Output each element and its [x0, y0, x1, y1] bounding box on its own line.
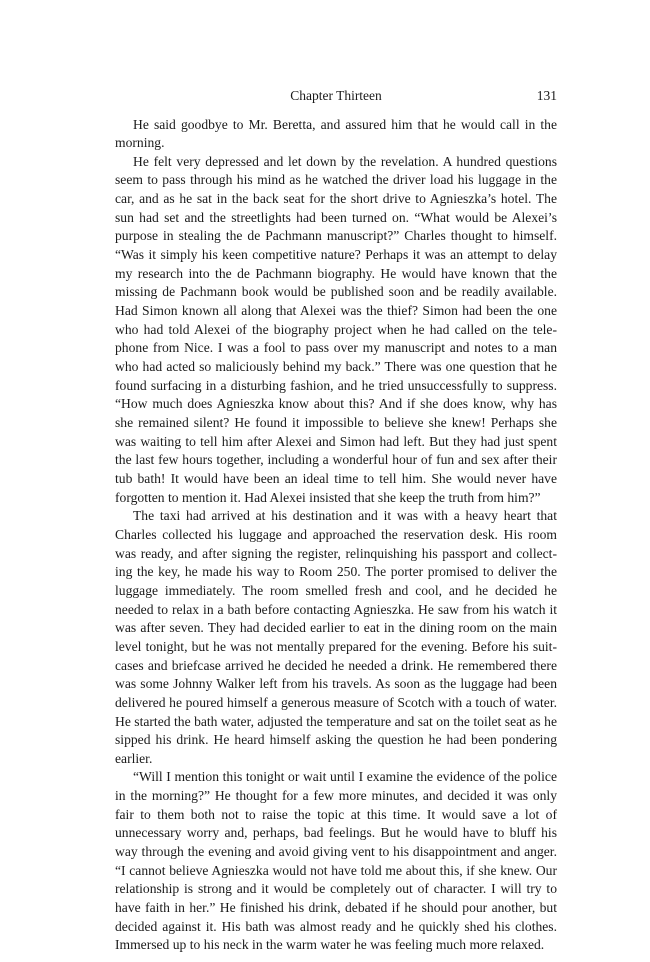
paragraph-3: The taxi had arrived at his destination and it was with a heavy heart that Charles collected his luggage and approached the reservation desk. His room was ready, and after signing the register, relinquishing his passport and collecting the key, he made his way to Room 250. The porter promised to deliver the luggage immediately. The room smelled fresh and cool, and he decided he needed to relax in a bath before contacting Agnieszka. He saw from his watch it was after seven. They had decided earlier to eat in the dining room on the main level tonight, but he was not mentally prepared for the evening. Before his suitcases and briefcase arrived he decided he needed a drink. He remembered there was some Johnny Walker left from his travels. As soon as the luggage had been delivered he poured himself a generous measure of Scotch with a touch of water. He started the bath water, adjusted the temperature and sat on the toilet seat as he sipped his drink. He heard himself asking the question he had been pondering earlier.: [115, 508, 557, 766]
body-text: [115, 116, 557, 956]
paragraph-4: “Will I mention this tonight or wait until I examine the evidence of the police in the morning?” He thought for a few more minutes, and decided it was only fair to them both not to raise the topic at this time. It would save a lot of unnecessary worry and, perhaps, bad feelings. But he would have to bluff his way through the evening and avoid giving vent to his disappointment and anger. “I cannot believe Agnieszka would not have told me about this, if she knew. Our relationship is strong and it would be completely out of character. I will try to have faith in her.” He finished his drink, debated if he should pour another, but decided against it. His bath was almost ready and he quickly shed his clothes. Immersed up to his neck in the warm water he was feeling much more relaxed.: [115, 769, 557, 953]
running-head: [115, 88, 557, 108]
paragraph-2: He felt very depressed and let down by the revelation. A hundred questions seem to pass through his mind as he watched the driver load his luggage in the car, and as he sat in the back seat for the short drive to Agnieszka’s hotel. The sun had set and the streetlights had been turned on. “What would be Alexei’s purpose in stealing the de Pachmann manuscript?” Charles thought to himself. “Was it simply his keen competitive nature? Perhaps it was an attempt to delay my research into the de Pachmann biography. He would have known that the missing de Pachmann book would be published soon and be readily available. Had Simon known all along that Alexei was the thief? Simon had been the one who had told Alexei of the biography project when he had called on the telephone from Nice. I was a fool to pass over my manuscript and notes to a man who had acted so maliciously behind my back.” There was one question that he found surfacing in a disturbing fashion, and he tried unsuccessfully to suppress. “How much does Agnieszka know about this? And if she does know, why has she remained silent? He found it impossible to believe she knew! Perhaps she was waiting to tell him after Alexei and Simon had left. But they had just spent the last few hours together, including a wonderful hour of fun and sex after their tub bath! It would have been an ideal time to tell him. She would never have forgotten to mention it. Had Alexei insisted that she keep the truth from him?”: [115, 153, 557, 505]
paragraph-1: He said goodbye to Mr. Beretta, and assured him that he would call in the morning.: [115, 116, 557, 151]
page-number: 131: [536, 88, 557, 103]
chapter-title: Chapter Thirteen: [290, 88, 382, 103]
